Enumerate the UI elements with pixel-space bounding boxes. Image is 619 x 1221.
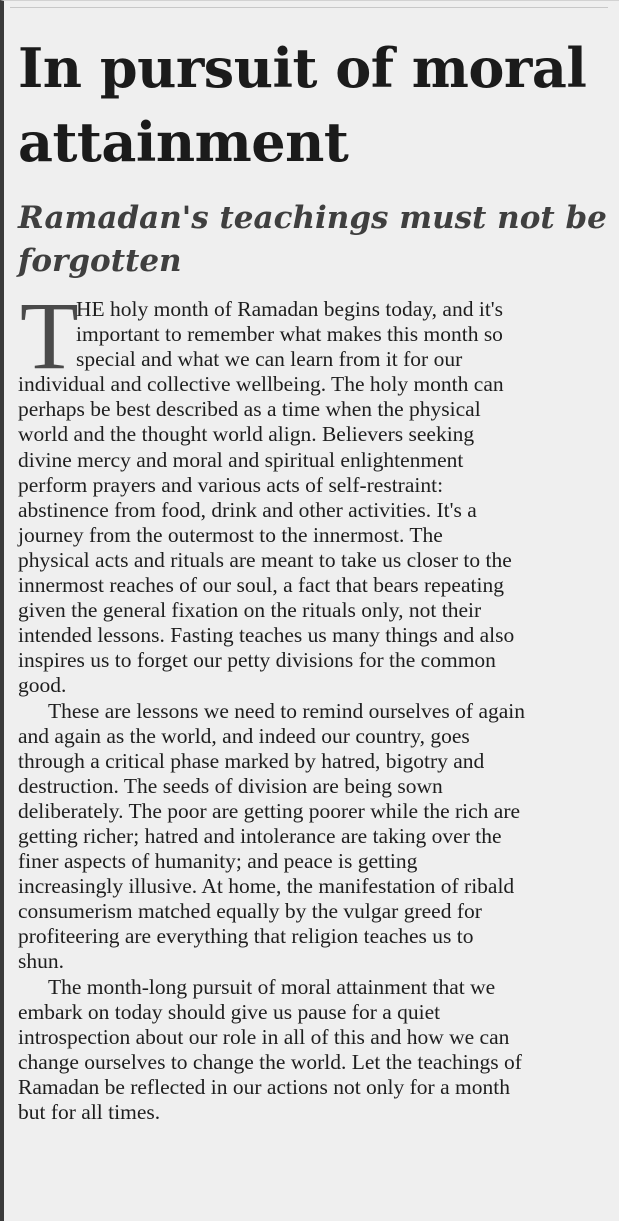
text-line: consumerism matched equally by the vulgar greed for bbox=[18, 899, 482, 924]
text-line: but for all times. bbox=[18, 1100, 161, 1124]
text-line: inspires us to forget our petty divisions for the common bbox=[18, 648, 496, 673]
text-line: perhaps be best described as a time when the physical bbox=[18, 397, 481, 422]
paragraph-2 bbox=[18, 699, 613, 975]
text-line: divine mercy and moral and spiritual enlightenment bbox=[18, 447, 464, 472]
text-line: abstinence from food, drink and other activities. It's a bbox=[18, 497, 477, 522]
text-line: introspection about our role in all of this and how we can bbox=[18, 1024, 510, 1049]
paragraph-3 bbox=[18, 975, 613, 1126]
headline-line: In pursuit of moral bbox=[18, 36, 587, 100]
text-line: embark on today should give us pause for a quiet bbox=[18, 999, 441, 1024]
subheadline-line: Ramadan's teachings must not be bbox=[18, 200, 607, 236]
paragraph-1 bbox=[18, 282, 613, 699]
subheadline bbox=[18, 197, 618, 283]
text-line: profiteering are everything that religion teaches us to bbox=[18, 924, 474, 949]
text-line: destruction. The seeds of division are being sown bbox=[18, 773, 443, 798]
text-line: change ourselves to change the world. Let the teachings of bbox=[18, 1049, 522, 1074]
headline bbox=[18, 31, 618, 179]
text-line: The month-long pursuit of moral attainment that we bbox=[48, 974, 496, 999]
text-line: intended lessons. Fasting teaches us many things and also bbox=[18, 623, 515, 648]
text-line: Ramadan be reflected in our actions not only for a month bbox=[18, 1074, 510, 1099]
text-line: important to remember what makes this month so bbox=[76, 322, 503, 347]
text-line: through a critical phase marked by hatred, bigotry and bbox=[18, 748, 485, 773]
text-line: shun. bbox=[18, 949, 64, 974]
headline-line: attainment bbox=[18, 110, 349, 174]
text-line: HE holy month of Ramadan begins today, and it's bbox=[76, 297, 504, 321]
text-line: finer aspects of humanity; and peace is getting bbox=[18, 849, 418, 874]
text-line: innermost reaches of our soul, a fact that bears repeating bbox=[18, 573, 504, 598]
text-line: given the general fixation on the rituals only, not their bbox=[18, 598, 482, 623]
text-line: journey from the outermost to the innermost. The bbox=[18, 522, 443, 547]
text-line: world and the thought world align. Believers seeking bbox=[18, 422, 475, 447]
top-rule bbox=[10, 7, 608, 8]
drop-cap: T bbox=[20, 282, 79, 389]
text-line: increasingly illusive. At home, the manifestation of ribald bbox=[18, 874, 515, 899]
text-line: and again as the world, and indeed our country, goes bbox=[18, 723, 470, 748]
article-body bbox=[18, 282, 613, 1125]
subheadline-line: forgotten bbox=[18, 243, 182, 279]
text-line: These are lessons we need to remind ourselves of again bbox=[48, 698, 526, 723]
text-line: good. bbox=[18, 673, 67, 698]
text-line: getting richer; hatred and intolerance are taking over the bbox=[18, 823, 502, 848]
text-line: perform prayers and various acts of self-restraint: bbox=[18, 472, 444, 497]
text-line: individual and collective wellbeing. The holy month can bbox=[18, 372, 504, 397]
text-line: deliberately. The poor are getting poorer while the rich are bbox=[18, 798, 521, 823]
text-line: physical acts and rituals are meant to take us closer to the bbox=[18, 547, 512, 572]
text-line: special and what we can learn from it for our bbox=[76, 347, 463, 372]
